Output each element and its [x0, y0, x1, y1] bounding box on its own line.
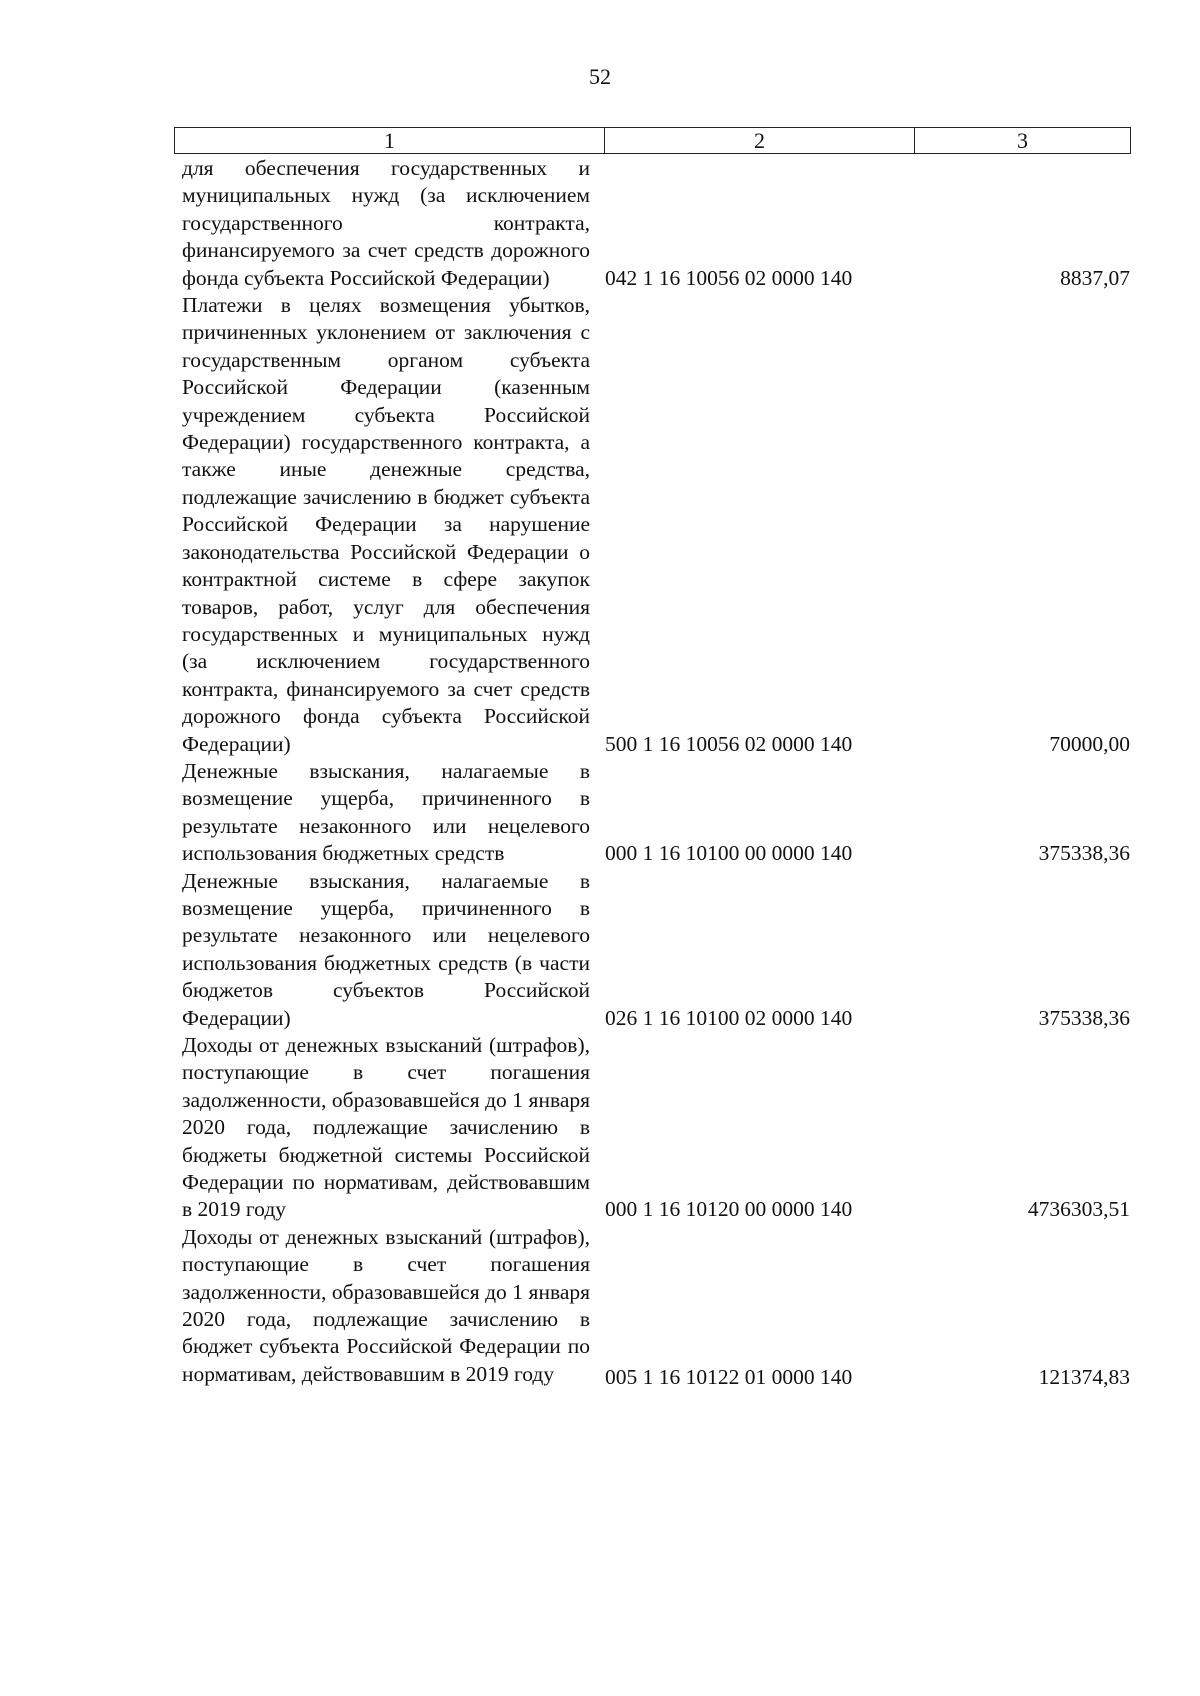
- header-col-1: 1: [175, 128, 605, 153]
- table-row: [182, 758, 1130, 868]
- row-code: 042 1 16 10056 02 0000 140: [605, 265, 853, 290]
- row-amount: 4736303,51: [1027, 1197, 1130, 1222]
- row-description: Денежные взыскания, налагаемые в возмещение ущерба, причиненного в результате незаконного или нецелевого использования бюджетных средств: [182, 758, 590, 866]
- table-row: [182, 1224, 1130, 1388]
- table-row: [182, 1032, 1130, 1224]
- row-code: 500 1 16 10056 02 0000 140: [605, 731, 853, 756]
- row-amount: 375338,36: [1038, 841, 1130, 866]
- row-code: 000 1 16 10120 00 0000 140: [605, 1197, 853, 1222]
- page-number: 52: [589, 64, 611, 89]
- row-description: Денежные взыскания, налагаемые в возмещение ущерба, причиненного в результате незаконного или нецелевого использования бюджетных средств (в части бюджетов субъектов Российской Федерации): [182, 868, 590, 1030]
- row-amount: 375338,36: [1038, 1005, 1130, 1030]
- row-code: 026 1 16 10100 02 0000 140: [605, 1005, 853, 1030]
- row-amount: 70000,00: [1049, 731, 1130, 756]
- table-row: [182, 292, 1130, 758]
- row-description: Доходы от денежных взысканий (штрафов), поступающие в счет погашения задолженности, образовавшейся до 1 января 2020 года, подлежащие зачислению в бюджеты бюджетной системы Российской Федерации по нормативам, действовавшим в 2019 году: [182, 1033, 590, 1222]
- table-body: [182, 155, 1130, 1388]
- row-code: 005 1 16 10122 01 0000 140: [605, 1364, 853, 1389]
- row-description: Доходы от денежных взысканий (штрафов), поступающие в счет погашения задолженности, образовавшейся до 1 января 2020 года, подлежащие зачислению в бюджет субъекта Российской Федерации по нормативам, действовавшим в 2019 году: [182, 1224, 590, 1386]
- row-description: для обеспечения государственных и муниципальных нужд (за исключением государственного контракта, финансируемого за счет средств дорожного фонда субъекта Российской Федерации): [182, 156, 590, 290]
- table-header: [174, 127, 1131, 154]
- table-row: [182, 155, 1130, 292]
- row-amount: 8837,07: [1060, 265, 1130, 290]
- header-col-2: 2: [605, 128, 915, 153]
- row-code: 000 1 16 10100 00 0000 140: [605, 841, 853, 866]
- header-col-3: 3: [1017, 128, 1028, 153]
- row-amount: 121374,83: [1038, 1364, 1130, 1389]
- row-description: Платежи в целях возмещения убытков, причиненных уклонением от заключения с государственным органом субъекта Российской Федерации (казенным учреждением субъекта Российской Федерации) государственного контракта, а также иные денежные средства, подлежащие зачислению в бюджет субъекта Российской Федерации за нарушение законодательства Российской Федерации о контрактной системе в сфере закупок товаров, работ, услуг для обеспечения государственных и муниципальных нужд (за исключением государственного контракта, финансируемого за счет средств дорожного фонда субъекта Российской Федерации): [182, 293, 590, 756]
- table-row: [182, 868, 1130, 1032]
